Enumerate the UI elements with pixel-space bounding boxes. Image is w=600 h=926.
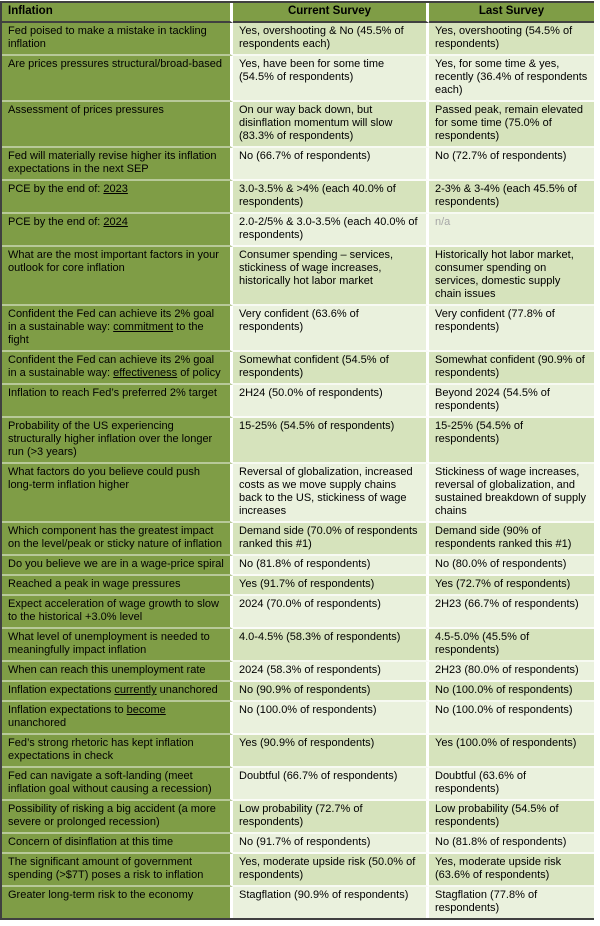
last-survey-cell: Somewhat confident (90.9% of respondents)	[429, 352, 594, 385]
table-row	[2, 854, 594, 887]
table-row	[2, 352, 594, 385]
last-survey-cell: Yes (72.7% of respondents)	[429, 576, 594, 596]
question-underline: 2023	[103, 183, 128, 195]
question-cell	[2, 887, 233, 918]
last-survey-cell: 4.5-5.0% (45.5% of respondents)	[429, 629, 594, 662]
current-survey-cell: Low probability (72.7% of respondents)	[233, 801, 429, 834]
table-row	[2, 306, 594, 352]
question-cell	[2, 464, 233, 523]
current-survey-cell: Doubtful (66.7% of respondents)	[233, 768, 429, 801]
question-underline: become	[126, 704, 166, 716]
table-body	[2, 23, 594, 918]
question-cell	[2, 834, 233, 854]
last-survey-cell: Passed peak, remain elevated for some time (75.0% of respondents)	[429, 102, 594, 148]
current-survey-cell: 2.0-2/5% & 3.0-3.5% (each 40.0% of respondents)	[233, 214, 429, 247]
last-survey-cell: Demand side (90% of respondents ranked this #1)	[429, 523, 594, 556]
question-pre: Do you believe we are in a wage-price spiral	[8, 558, 224, 570]
current-survey-cell: Stagflation (90.9% of respondents)	[233, 887, 429, 918]
column-header-current-survey: Current Survey	[233, 3, 429, 23]
current-survey-cell: 2024 (70.0% of respondents)	[233, 596, 429, 629]
question-pre: Are prices pressures structural/broad-based	[8, 58, 222, 70]
question-cell	[2, 629, 233, 662]
last-survey-cell: No (100.0% of respondents)	[429, 682, 594, 702]
question-cell	[2, 181, 233, 214]
current-survey-cell: On our way back down, but disinflation momentum will slow (83.3% of respondents)	[233, 102, 429, 148]
question-pre: Fed will materially revise higher its inflation expectations in the next SEP	[8, 150, 217, 175]
question-underline: commitment	[113, 321, 174, 333]
inflation-survey-table	[0, 1, 594, 920]
question-pre: Greater long-term risk to the economy	[8, 889, 194, 901]
last-survey-cell: Historically hot labor market, consumer spending on services, domestic supply chain issues	[429, 247, 594, 306]
column-header-last-survey: Last Survey	[429, 3, 594, 23]
question-cell	[2, 576, 233, 596]
question-pre: Possibility of risking a big accident (a more severe or prolonged recession)	[8, 803, 216, 828]
question-pre: What factors do you believe could push long-term inflation higher	[8, 466, 201, 491]
table-row	[2, 834, 594, 854]
question-cell	[2, 702, 233, 735]
last-survey-cell: Yes, moderate upside risk (63.6% of respondents)	[429, 854, 594, 887]
table-row	[2, 662, 594, 682]
question-cell	[2, 682, 233, 702]
last-survey-cell: 15-25% (54.5% of respondents)	[429, 418, 594, 464]
last-survey-cell: No (72.7% of respondents)	[429, 148, 594, 181]
question-pre: Reached a peak in wage pressures	[8, 578, 181, 590]
table-row	[2, 801, 594, 834]
last-survey-cell: 2-3% & 3-4% (each 45.5% of respondents)	[429, 181, 594, 214]
table-row	[2, 556, 594, 576]
current-survey-cell: No (90.9% of respondents)	[233, 682, 429, 702]
current-survey-cell: No (91.7% of respondents)	[233, 834, 429, 854]
question-pre: Inflation expectations	[8, 684, 115, 696]
question-cell	[2, 418, 233, 464]
table-row	[2, 23, 594, 56]
current-survey-cell: Reversal of globalization, increased costs as we move supply chains back to the US, stickiness of wage increases	[233, 464, 429, 523]
question-pre: What level of unemployment is needed to meaningfully impact inflation	[8, 631, 210, 656]
last-survey-cell: No (81.8% of respondents)	[429, 834, 594, 854]
question-pre: PCE by the end of:	[8, 183, 104, 195]
last-survey-cell: Low probability (54.5% of respondents)	[429, 801, 594, 834]
question-pre: Confident the Fed can achieve its 2% goal in a sustainable way:	[8, 354, 215, 379]
last-survey-cell: Beyond 2024 (54.5% of respondents)	[429, 385, 594, 418]
question-cell	[2, 735, 233, 768]
table-row	[2, 102, 594, 148]
question-cell	[2, 306, 233, 352]
question-pre: Fed can navigate a soft-landing (meet inflation goal without causing a recession)	[8, 770, 212, 795]
question-cell	[2, 102, 233, 148]
last-survey-cell: 2H23 (80.0% of respondents)	[429, 662, 594, 682]
question-pre: Inflation expectations to	[8, 704, 127, 716]
last-survey-cell: Stickiness of wage increases, reversal of globalization, and sustained breakdown of supply chains	[429, 464, 594, 523]
current-survey-cell: 3.0-3.5% & >4% (each 40.0% of respondents)	[233, 181, 429, 214]
question-post: unanchored	[8, 717, 67, 729]
header-row	[2, 3, 594, 23]
current-survey-cell: No (81.8% of respondents)	[233, 556, 429, 576]
current-survey-cell: Somewhat confident (54.5% of respondents)	[233, 352, 429, 385]
last-survey-cell: Yes, for some time & yes, recently (36.4% of respondents each)	[429, 56, 594, 102]
question-cell	[2, 523, 233, 556]
question-cell	[2, 385, 233, 418]
question-cell	[2, 214, 233, 247]
question-pre: Probability of the US experiencing structurally higher inflation over the longer run (>3 years)	[8, 420, 213, 458]
last-survey-cell: Very confident (77.8% of respondents)	[429, 306, 594, 352]
question-underline: 2024	[103, 216, 128, 228]
current-survey-cell: Yes, moderate upside risk (50.0% of respondents)	[233, 854, 429, 887]
table-row	[2, 247, 594, 306]
last-survey-cell: No (100.0% of respondents)	[429, 702, 594, 735]
table-row	[2, 735, 594, 768]
last-survey-cell: n/a	[429, 214, 594, 247]
question-pre: Fed poised to make a mistake in tackling inflation	[8, 25, 207, 50]
question-pre: Fed’s strong rhetoric has kept inflation expectations in check	[8, 737, 194, 762]
question-pre: Which component has the greatest impact on the level/peak or sticky nature of inflation	[8, 525, 223, 550]
table-row	[2, 464, 594, 523]
question-cell	[2, 247, 233, 306]
table-row	[2, 385, 594, 418]
current-survey-cell: Yes, have been for some time (54.5% of respondents)	[233, 56, 429, 102]
current-survey-cell: Demand side (70.0% of respondents ranked this #1)	[233, 523, 429, 556]
current-survey-cell: Consumer spending – services, stickiness of wage increases, historically hot labor market	[233, 247, 429, 306]
question-post: to the fight	[8, 321, 204, 346]
last-survey-cell: 2H23 (66.7% of respondents)	[429, 596, 594, 629]
question-pre: Confident the Fed can achieve its 2% goal in a sustainable way:	[8, 308, 215, 333]
current-survey-cell: No (100.0% of respondents)	[233, 702, 429, 735]
question-cell	[2, 23, 233, 56]
current-survey-cell: 2024 (58.3% of respondents)	[233, 662, 429, 682]
question-pre: Concern of disinflation at this time	[8, 836, 174, 848]
last-survey-cell: Stagflation (77.8% of respondents)	[429, 887, 594, 918]
question-pre: The significant amount of government spending (>$7T) poses a risk to inflation	[8, 856, 204, 881]
current-survey-cell: Yes (90.9% of respondents)	[233, 735, 429, 768]
question-cell	[2, 854, 233, 887]
question-cell	[2, 148, 233, 181]
question-cell	[2, 768, 233, 801]
question-pre: Assessment of prices pressures	[8, 104, 164, 116]
last-survey-cell: Yes (100.0% of respondents)	[429, 735, 594, 768]
current-survey-cell: Yes (91.7% of respondents)	[233, 576, 429, 596]
table-row	[2, 214, 594, 247]
column-header-inflation: Inflation	[2, 3, 233, 23]
table-row	[2, 768, 594, 801]
table-row	[2, 418, 594, 464]
table-row	[2, 596, 594, 629]
question-post: of policy	[177, 367, 221, 379]
table-row	[2, 523, 594, 556]
current-survey-cell: 4.0-4.5% (58.3% of respondents)	[233, 629, 429, 662]
question-pre: Inflation to reach Fed’s preferred 2% target	[8, 387, 217, 399]
question-cell	[2, 352, 233, 385]
last-survey-cell: Doubtful (63.6% of respondents)	[429, 768, 594, 801]
table-row	[2, 629, 594, 662]
current-survey-cell: Very confident (63.6% of respondents)	[233, 306, 429, 352]
question-pre: When can reach this unemployment rate	[8, 664, 206, 676]
question-cell	[2, 662, 233, 682]
table-row	[2, 682, 594, 702]
current-survey-cell: Yes, overshooting & No (45.5% of respondents each)	[233, 23, 429, 56]
last-survey-cell: No (80.0% of respondents)	[429, 556, 594, 576]
question-pre: PCE by the end of:	[8, 216, 104, 228]
question-cell	[2, 596, 233, 629]
table-row	[2, 56, 594, 102]
question-underline: currently	[114, 684, 157, 696]
current-survey-cell: No (66.7% of respondents)	[233, 148, 429, 181]
current-survey-cell: 15-25% (54.5% of respondents)	[233, 418, 429, 464]
question-cell	[2, 56, 233, 102]
table-header	[2, 3, 594, 23]
question-cell	[2, 801, 233, 834]
table-row	[2, 576, 594, 596]
question-pre: What are the most important factors in your outlook for core inflation	[8, 249, 219, 274]
question-pre: Expect acceleration of wage growth to slow to the historical +3.0% level	[8, 598, 219, 623]
question-cell	[2, 556, 233, 576]
table-row	[2, 181, 594, 214]
table-row	[2, 702, 594, 735]
table-row	[2, 148, 594, 181]
current-survey-cell: 2H24 (50.0% of respondents)	[233, 385, 429, 418]
table-row	[2, 887, 594, 918]
question-underline: effectiveness	[113, 367, 178, 379]
question-post: unanchored	[156, 684, 218, 696]
last-survey-cell: Yes, overshooting (54.5% of respondents)	[429, 23, 594, 56]
